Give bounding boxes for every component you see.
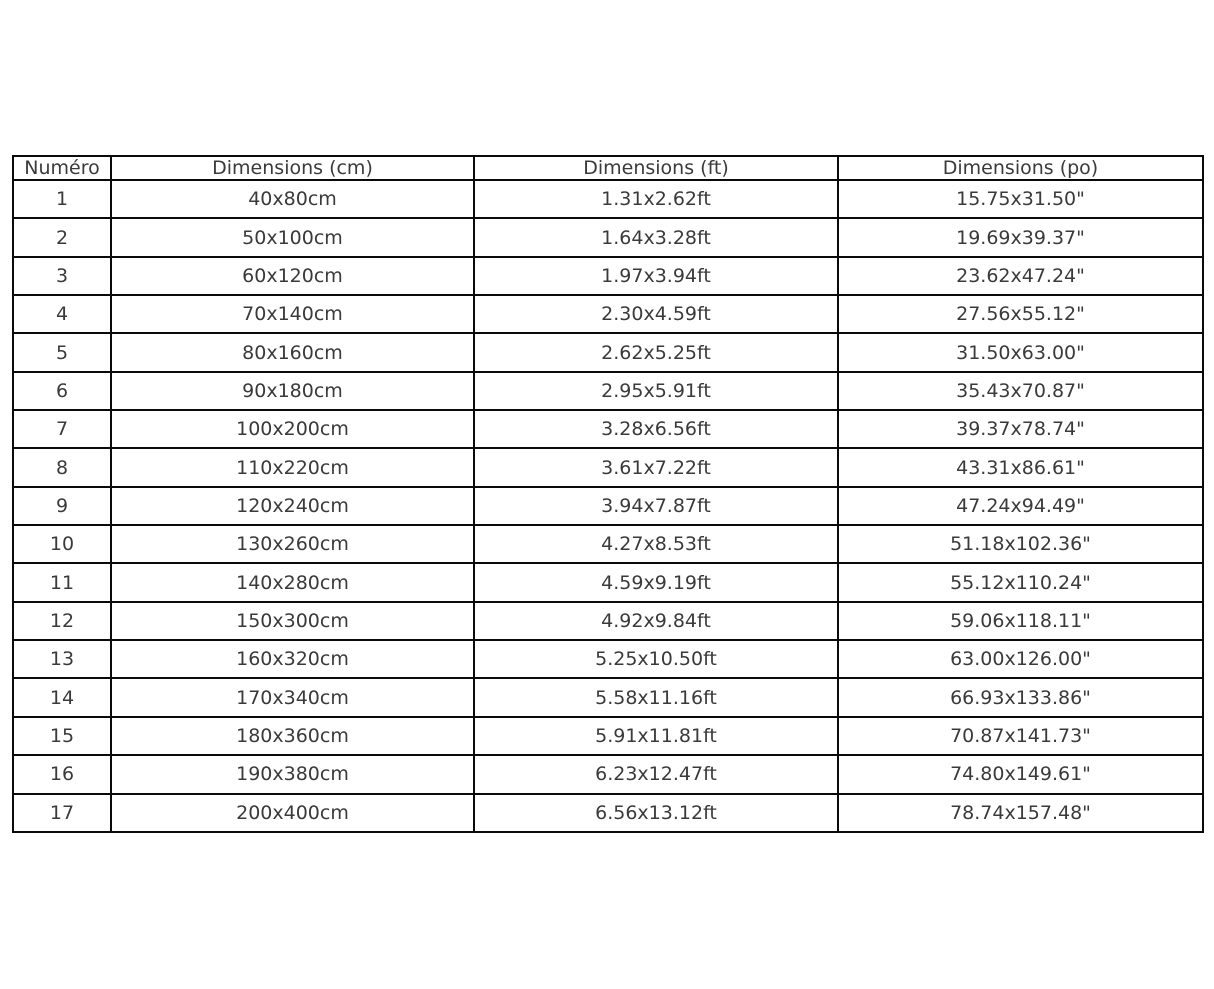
table-cell: 110x220cm	[111, 448, 474, 486]
table-cell: 4.59x9.19ft	[474, 563, 838, 601]
table-cell: 63.00x126.00"	[838, 640, 1203, 678]
table-cell: 60x120cm	[111, 257, 474, 295]
table-cell: 2.62x5.25ft	[474, 333, 838, 371]
table-cell: 130x260cm	[111, 525, 474, 563]
table-cell: 170x340cm	[111, 678, 474, 716]
column-header: Dimensions (cm)	[111, 156, 474, 180]
row-number-cell: 2	[13, 218, 111, 256]
table-row	[13, 563, 1203, 601]
table-row	[13, 678, 1203, 716]
table-cell: 1.31x2.62ft	[474, 180, 838, 218]
row-number-cell: 4	[13, 295, 111, 333]
table-row	[13, 180, 1203, 218]
table-row	[13, 717, 1203, 755]
table-cell: 23.62x47.24"	[838, 257, 1203, 295]
table-cell: 4.27x8.53ft	[474, 525, 838, 563]
table-body	[13, 180, 1203, 832]
table-row	[13, 372, 1203, 410]
table-cell: 35.43x70.87"	[838, 372, 1203, 410]
table-cell: 15.75x31.50"	[838, 180, 1203, 218]
table-cell: 190x380cm	[111, 755, 474, 793]
table-cell: 70x140cm	[111, 295, 474, 333]
table-cell: 100x200cm	[111, 410, 474, 448]
row-number-cell: 14	[13, 678, 111, 716]
table-row	[13, 525, 1203, 563]
column-header: Numéro	[13, 156, 111, 180]
table-cell: 6.56x13.12ft	[474, 794, 838, 833]
table-cell: 200x400cm	[111, 794, 474, 833]
row-number-cell: 8	[13, 448, 111, 486]
table-cell: 2.95x5.91ft	[474, 372, 838, 410]
table-cell: 1.97x3.94ft	[474, 257, 838, 295]
row-number-cell: 12	[13, 602, 111, 640]
table-cell: 19.69x39.37"	[838, 218, 1203, 256]
row-number-cell: 3	[13, 257, 111, 295]
table-cell: 3.61x7.22ft	[474, 448, 838, 486]
table-row	[13, 448, 1203, 486]
table-cell: 5.25x10.50ft	[474, 640, 838, 678]
table-cell: 40x80cm	[111, 180, 474, 218]
column-header: Dimensions (po)	[838, 156, 1203, 180]
row-number-cell: 13	[13, 640, 111, 678]
row-number-cell: 9	[13, 487, 111, 525]
table-row	[13, 794, 1203, 833]
table-cell: 6.23x12.47ft	[474, 755, 838, 793]
table-row	[13, 333, 1203, 371]
table-cell: 78.74x157.48"	[838, 794, 1203, 833]
row-number-cell: 7	[13, 410, 111, 448]
table-cell: 2.30x4.59ft	[474, 295, 838, 333]
table-cell: 3.28x6.56ft	[474, 410, 838, 448]
table-cell: 39.37x78.74"	[838, 410, 1203, 448]
table-row	[13, 295, 1203, 333]
table-cell: 27.56x55.12"	[838, 295, 1203, 333]
table-cell: 1.64x3.28ft	[474, 218, 838, 256]
header-row	[13, 156, 1203, 180]
table-cell: 160x320cm	[111, 640, 474, 678]
table-cell: 51.18x102.36"	[838, 525, 1203, 563]
table-row	[13, 410, 1203, 448]
table-cell: 66.93x133.86"	[838, 678, 1203, 716]
table-cell: 180x360cm	[111, 717, 474, 755]
row-number-cell: 15	[13, 717, 111, 755]
table-row	[13, 257, 1203, 295]
table-cell: 50x100cm	[111, 218, 474, 256]
table-cell: 3.94x7.87ft	[474, 487, 838, 525]
table-row	[13, 602, 1203, 640]
row-number-cell: 5	[13, 333, 111, 371]
table-cell: 80x160cm	[111, 333, 474, 371]
dimensions-conversion-table	[12, 155, 1204, 833]
table-row	[13, 218, 1203, 256]
column-header: Dimensions (ft)	[474, 156, 838, 180]
row-number-cell: 1	[13, 180, 111, 218]
row-number-cell: 11	[13, 563, 111, 601]
table-row	[13, 755, 1203, 793]
table-cell: 47.24x94.49"	[838, 487, 1203, 525]
table-row	[13, 487, 1203, 525]
table-cell: 120x240cm	[111, 487, 474, 525]
row-number-cell: 17	[13, 794, 111, 833]
table-cell: 31.50x63.00"	[838, 333, 1203, 371]
row-number-cell: 10	[13, 525, 111, 563]
table-cell: 140x280cm	[111, 563, 474, 601]
table-cell: 150x300cm	[111, 602, 474, 640]
table-cell: 5.58x11.16ft	[474, 678, 838, 716]
table-cell: 74.80x149.61"	[838, 755, 1203, 793]
row-number-cell: 6	[13, 372, 111, 410]
table-cell: 43.31x86.61"	[838, 448, 1203, 486]
table-cell: 70.87x141.73"	[838, 717, 1203, 755]
table-cell: 59.06x118.11"	[838, 602, 1203, 640]
table-row	[13, 640, 1203, 678]
table-cell: 90x180cm	[111, 372, 474, 410]
table-cell: 5.91x11.81ft	[474, 717, 838, 755]
table-cell: 55.12x110.24"	[838, 563, 1203, 601]
table-cell: 4.92x9.84ft	[474, 602, 838, 640]
row-number-cell: 16	[13, 755, 111, 793]
